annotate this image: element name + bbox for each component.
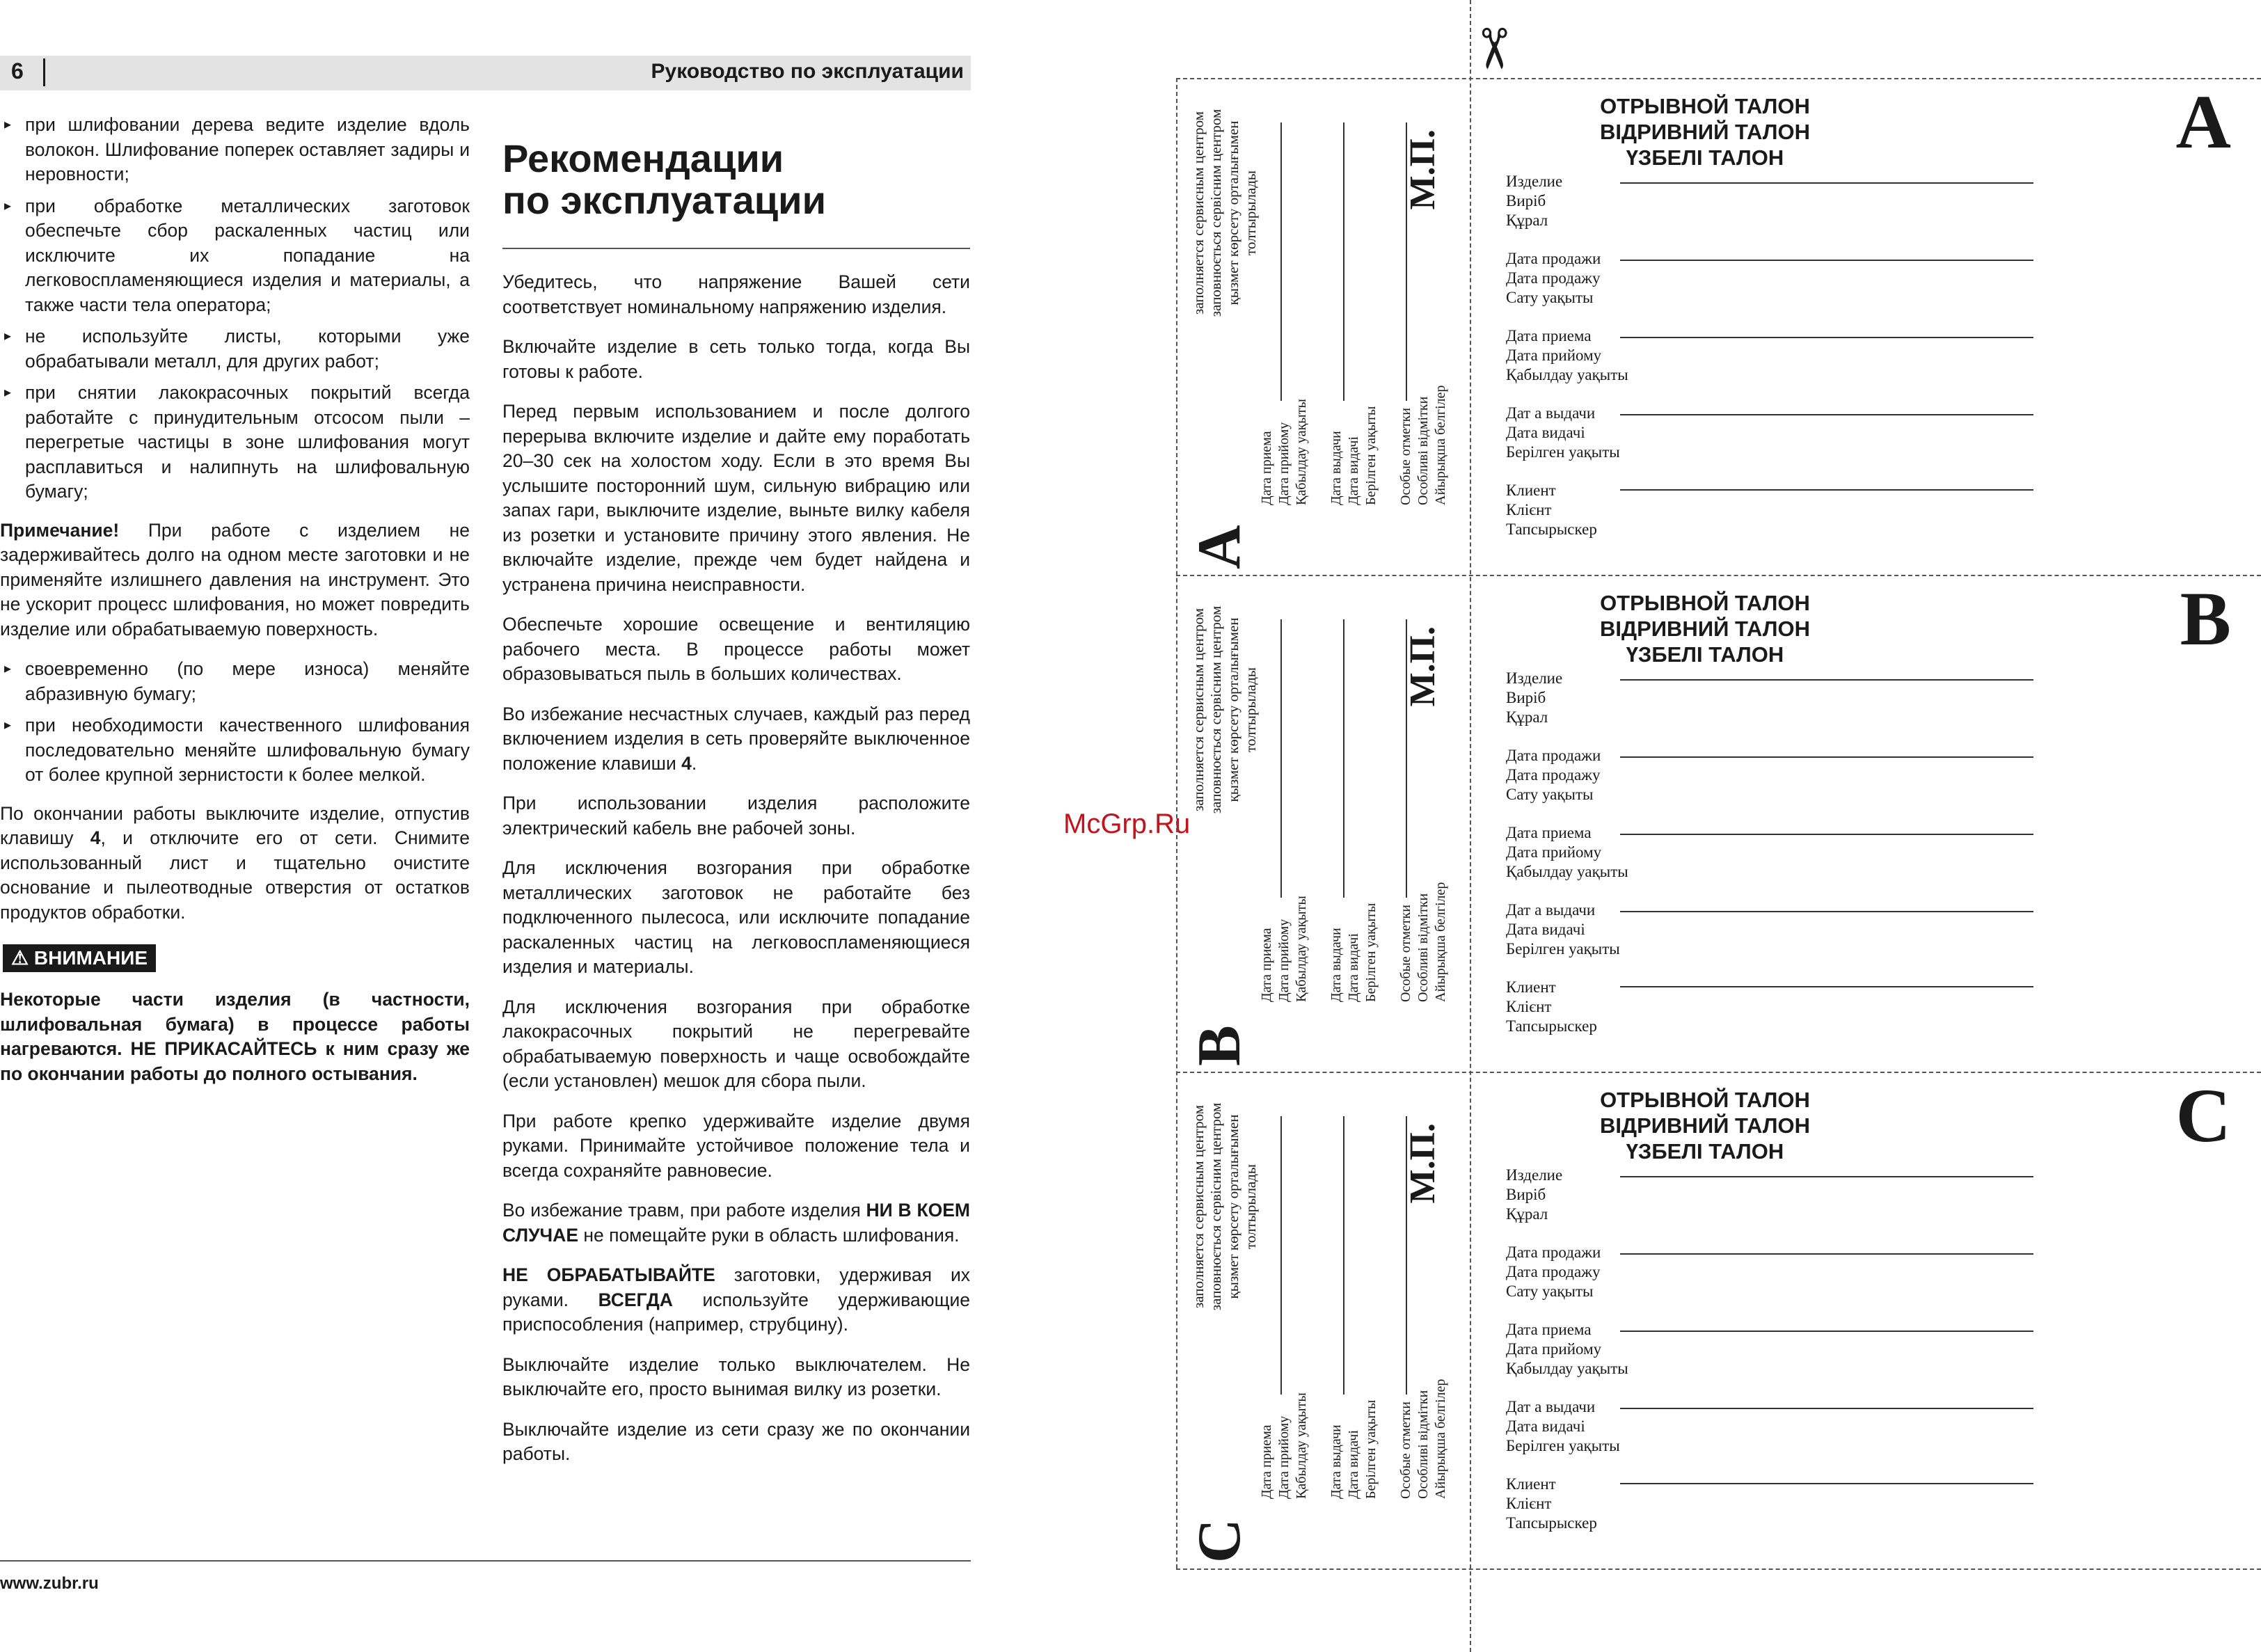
field-label: Дата продажу [1506,766,1601,784]
list-item: ▸ при снятии лакокрасочных покрытий всегда работайте с принудительным отсосом пыли – перегретые частицы в зоне шлифования могут расплавиться и налипнуть на шлифовальную бумагу; [4,382,470,502]
field-client [1506,978,2202,1036]
field-label: Дата прийому [1506,347,1602,364]
field-label: Клиент [1506,978,1556,996]
paragraph: Во избежание травм, при работе изделия НИ В КОЕМ СЛУЧАЕ не помещайте руки в область шлифования. [502,1200,970,1246]
field-client [1506,481,2202,539]
stub-letter: A [1186,525,1253,569]
field-line [1620,1331,2033,1332]
warning-icon: ⚠ [11,947,29,969]
stub-label: Қабылдау уақыты [1294,896,1309,1002]
field-label: Дата видачі [1506,424,1585,441]
paragraph: Включайте изделие в сеть только тогда, когда Вы готовы к работе. [502,336,970,382]
list-item: ▸ своевременно (по мере износа) меняйте абразивную бумагу; [4,658,470,704]
paragraph: Выключайте изделие из сети сразу же по окончании работы. [502,1418,970,1464]
stub-label: Дата прийому [1276,422,1292,505]
field-label: Виріб [1506,689,1546,706]
field-line [1620,986,2033,987]
field-label: Дата продажу [1506,269,1601,287]
field-label: Берілген уақыты [1506,443,1620,461]
ticket-fields [1506,172,2202,558]
field-label: Клієнт [1506,1495,1552,1512]
field-issue [1506,900,2202,959]
field-line [1620,911,2033,912]
stub-label: Дата выдачи [1328,431,1344,505]
stub-label: Айырықша белгілер [1433,1379,1448,1499]
ticket-title-line: ОТРЫВНОЙ ТАЛОН [1600,94,1810,118]
stub-group-issue [1328,1379,1380,1499]
stub-label: Особые отметки [1398,408,1413,505]
stamp-mark: М.П. [1403,1123,1443,1204]
stub-label: Дата приема [1259,1424,1274,1499]
watermark: McGrp.Ru [1063,809,1191,839]
stub-label: Дата прийому [1276,1415,1292,1499]
stub-group-issue [1328,386,1380,505]
stub-line [1343,122,1344,401]
field-label: Қабылдау уақыты [1506,366,1628,383]
stub-label: Қабылдау уақыты [1294,1392,1309,1499]
fill-note-line: қызмет көрсету орталығымен толтырылады [1225,617,1259,802]
stub-letter: B [1186,1025,1253,1066]
stub-label: Дата видачі [1346,1430,1361,1499]
field-label: Виріб [1506,1186,1546,1203]
field-label: Құрал [1506,1205,1548,1223]
field-line [1620,1253,2033,1255]
field-label: Изделие [1506,173,1563,190]
ticket-title-line: ВІДРИВНИЙ ТАЛОН [1600,120,1810,144]
field-sale [1506,1243,2202,1301]
stub-label: Дата прийому [1276,919,1292,1002]
arrow-icon: ▸ [4,661,12,676]
arrow-icon: ▸ [4,117,12,132]
ticket-title-line: ОТРЫВНОЙ ТАЛОН [1600,591,1810,615]
field-label: Дата видачі [1506,921,1585,938]
paragraph: Для исключения возгорания при обработке лакокрасочных покрытий не перегревайте обрабатываемую поверхность и чаще освобождайте (если установлен) мешок для сбора пыли. [502,996,970,1091]
stub-label: Особые отметки [1398,1401,1413,1499]
stub-line [1280,619,1282,898]
stub-fill-note [1190,605,1260,814]
field-line [1620,679,2033,681]
stub-label: Особливі відмітки [1415,1390,1431,1499]
section-title: Рекомендации по эксплуатации [502,138,970,249]
ticket-title-line: ҮЗБЕЛІ ТАЛОН [1626,145,1784,170]
stub-label: Қабылдау уақыты [1294,399,1309,505]
paragraph: При использовании изделия расположите электрический кабель вне рабочей зоны. [502,793,970,839]
field-label: Дат а выдачи [1506,404,1596,422]
ticket-title-line: ВІДРИВНИЙ ТАЛОН [1600,1113,1810,1138]
ticket-title [1489,1087,1921,1164]
ticket-title-line: ОТРЫВНОЙ ТАЛОН [1600,1088,1810,1112]
paragraph: Убедитесь, что напряжение Вашей сети соответствует номинальному напряжению изделия. [502,271,970,317]
fill-note-line: заполняется сервисным центром [1190,111,1207,315]
field-label: Дата приема [1506,327,1592,344]
field-label: Дата приема [1506,824,1592,841]
page-separator [43,58,45,86]
ticket-fields [1506,1166,2202,1552]
stub-line [1280,122,1282,401]
fill-note-line: қызмет көрсету орталығымен толтырылады [1225,120,1259,305]
field-product [1506,172,2202,230]
stub-label: Особливі відмітки [1415,893,1431,1002]
ticket-title-line: ҮЗБЕЛІ ТАЛОН [1626,1139,1784,1163]
arrow-icon: ▸ [4,385,12,400]
stub-group-accept [1258,1379,1310,1499]
field-label: Тапсырыскер [1506,521,1597,538]
field-label: Клиент [1506,482,1556,499]
field-label: Қабылдау уақыты [1506,1360,1628,1377]
bullet-list-1 [0,113,470,505]
stub-label: Дата приема [1259,928,1274,1002]
list-item: ▸ при необходимости качественного шлифования последовательно меняйте шлифовальную бумагу от более крупной зернистости к более мелкой. [4,715,470,785]
field-client [1506,1475,2202,1533]
field-product [1506,1166,2202,1224]
fill-note-line: заполняется сервисным центром [1190,607,1207,812]
stub-label: Дата выдачи [1328,928,1344,1002]
page-number: 6 [11,58,24,84]
stub-label: Айырықша белгілер [1433,385,1448,505]
stub-label: Особливі відмітки [1415,396,1431,505]
field-label: Дата продажи [1506,1244,1601,1261]
field-label: Дата продажи [1506,747,1601,764]
footer-divider [0,1560,971,1562]
coupon-b [1176,575,2261,1072]
field-label: Тапсырыскер [1506,1017,1597,1035]
paragraph: Перед первым использованием и после долгого перерыва включите изделие и дайте ему поработать 20–30 сек на холостом ходу. Если в это время Вы услышите посторонний шум, сильную вибрацию или запах гари, выключите изделие, выньте вилку кабеля из розетки и установите причину этого явления. Не включайте изделие, прежде чем будет найдена и устранена причина неисправности. [502,401,970,595]
stub-label: Дата выдачи [1328,1424,1344,1499]
field-label: Дат а выдачи [1506,901,1596,919]
arrow-icon: ▸ [4,198,12,214]
stub-label: Особые отметки [1398,905,1413,1002]
ticket-fields [1506,669,2202,1055]
field-label: Дата прийому [1506,843,1602,861]
field-label: Изделие [1506,1166,1563,1184]
note-paragraph: Примечание! При работе с изделием не задерживайтесь долго на одном месте заготовки и не применяйте излишнего давления на инструмент. Это не ускорит процесс шлифования, но может повредить изделие или обрабатываемую поверхность. [0,519,470,640]
paragraph: Выключайте изделие только выключателем. Не выключайте его, просто вынимая вилку из розетки. [502,1353,970,1399]
field-line [1620,1176,2033,1177]
field-line [1620,337,2033,338]
list-item: ▸ при шлифовании дерева ведите изделие вдоль волокон. Шлифование поперек оставляет задиры и неровности; [4,114,470,184]
fill-note-line: заповнюється сервісним центром [1207,109,1224,317]
field-label: Клієнт [1506,998,1552,1015]
field-label: Дата прийому [1506,1340,1602,1358]
stub-label: Дата приема [1259,431,1274,505]
field-line [1620,1483,2033,1484]
arrow-icon: ▸ [4,328,12,344]
field-line [1620,182,2033,184]
field-label: Берілген уақыты [1506,940,1620,958]
right-column [502,138,970,1482]
stub-group-issue [1328,882,1380,1002]
stub-label: Берілген уақыты [1363,903,1379,1002]
paragraph: Для исключения возгорания при обработке металлических заготовок не работайте без подключенного пылесоса, или исключите попадание раскаленных частиц на легковоспламеняющиеся изделия и материалы. [502,857,970,977]
field-label: Изделие [1506,669,1563,687]
field-label: Виріб [1506,192,1546,209]
footer-url: www.zubr.ru [0,1574,99,1593]
stamp-mark: М.П. [1403,129,1443,210]
stub-fill-note [1190,109,1260,317]
field-label: Дата приема [1506,1321,1592,1338]
coupon-ticket [1489,1072,2255,1568]
fill-note-line: заповнюється сервісним центром [1207,605,1224,814]
paragraph: НЕ ОБРАБАТЫВАЙТЕ заготовки, удерживая их руками. ВСЕГДА используйте удерживающие приспособления (например, струбцину). [502,1264,970,1335]
cut-line-bottom [1176,1568,2261,1570]
ticket-letter: A [2175,79,2231,164]
field-issue [1506,404,2202,462]
field-line [1620,489,2033,491]
field-accept [1506,1320,2202,1379]
coupon-ticket [1489,78,2255,575]
scissors-icon: ✂ [1462,25,1525,72]
coupon-ticket [1489,575,2255,1072]
field-label: Дата продажу [1506,1263,1601,1280]
ticket-title-line: ҮЗБЕЛІ ТАЛОН [1626,642,1784,667]
list-item: ▸ не используйте листы, которыми уже обрабатывали металл, для других работ; [4,326,470,372]
field-accept [1506,823,2202,882]
field-label: Клиент [1506,1475,1556,1493]
field-label: Сату уақыты [1506,289,1594,306]
field-label: Құрал [1506,212,1548,229]
stub-group-accept [1258,882,1310,1002]
field-line [1620,1408,2033,1409]
stub-line [1343,1116,1344,1395]
field-label: Құрал [1506,708,1548,726]
ticket-title [1489,93,1921,170]
field-accept [1506,326,2202,385]
field-label: Дат а выдачи [1506,1398,1596,1415]
fill-note-line: қызмет көрсету орталығымен толтырылады [1225,1114,1259,1299]
ticket-title-line: ВІДРИВНИЙ ТАЛОН [1600,617,1810,641]
field-sale [1506,746,2202,804]
field-line [1620,414,2033,415]
field-sale [1506,249,2202,308]
warning-text: Некоторые части изделия (в частности, шлифовальная бумага) в процессе работы нагреваются. НЕ ПРИКАСАЙТЕСЬ к ним сразу же по окончании работы до полного остывания. [0,989,470,1084]
paragraph: Во избежание несчастных случаев, каждый раз перед включением изделия в сеть проверяйте выключенное положение клавиши 4. [502,703,970,774]
page-title: Руководство по эксплуатации [651,60,964,83]
list-item: ▸ при обработке металлических заготовок обеспечьте сбор раскаленных частиц или исключите их попадание на легковоспламеняющиеся изделия и материалы, а также части тела оператора; [4,195,470,315]
stub-letter: C [1186,1518,1253,1563]
stub-label: Дата видачі [1346,436,1361,505]
arrow-icon: ▸ [4,717,12,733]
coupon-stub [1176,575,1468,1072]
stub-label: Берілген уақыты [1363,406,1379,505]
bullet-list-2 [0,657,470,788]
field-line [1620,756,2033,758]
field-line [1620,260,2033,261]
field-product [1506,669,2202,727]
stub-label: Айырықша белгілер [1433,882,1448,1002]
coupon-c [1176,1072,2261,1568]
finish-paragraph: По окончании работы выключите изделие, отпустив клавишу 4, и отключите его от сети. Снимите использованный лист и тщательно очистите основание и пылеотводные отверстия от остатков продуктов обработки. [0,802,470,923]
warning-badge: ⚠ ВНИМАНИЕ [3,944,156,972]
field-issue [1506,1397,2202,1456]
ticket-title [1489,590,1921,667]
coupon-stub [1176,1072,1468,1568]
fill-note-line: заполняется сервисным центром [1190,1104,1207,1309]
field-label: Сату уақыты [1506,1282,1594,1300]
fill-note-line: заповнюється сервісним центром [1207,1102,1224,1311]
stub-group-accept [1258,386,1310,505]
field-label: Тапсырыскер [1506,1514,1597,1532]
field-label: Дата продажи [1506,250,1601,267]
stub-line [1343,619,1344,898]
stub-line [1280,1116,1282,1395]
stub-fill-note [1190,1102,1260,1311]
coupon-stub [1176,78,1468,575]
coupon-a [1176,78,2261,575]
paragraph: Обеспечьте хорошие освещение и вентиляцию рабочего места. В процессе работы может образовываться пыль в больших количествах. [502,614,970,684]
field-label: Берілген уақыты [1506,1437,1620,1454]
stamp-mark: М.П. [1403,626,1443,707]
stub-label: Дата видачі [1346,933,1361,1002]
left-column [0,113,470,1102]
paragraph: При работе крепко удерживайте изделие двумя руками. Принимайте устойчивое положение тела и всегда сохраняйте равновесие. [502,1110,970,1181]
ticket-letter: B [2180,576,2231,661]
field-label: Сату уақыты [1506,786,1594,803]
ticket-letter: C [2175,1073,2231,1158]
stub-label: Берілген уақыты [1363,1399,1379,1499]
field-label: Клієнт [1506,501,1552,518]
field-label: Қабылдау уақыты [1506,863,1628,880]
field-label: Дата видачі [1506,1417,1585,1435]
field-line [1620,834,2033,835]
